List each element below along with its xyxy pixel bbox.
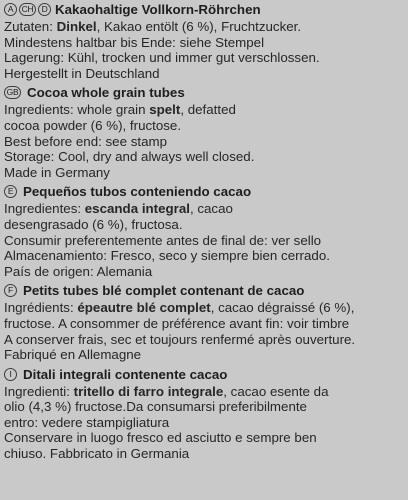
- country-code-badge: CH: [19, 3, 36, 16]
- line-text: , cacao: [189, 201, 233, 217]
- allergen-highlight: tritello di farro integrale: [73, 383, 224, 399]
- country-code-badge: A: [4, 3, 17, 16]
- label-line: [4, 35, 408, 51]
- line-text: entro: vedere stampigliatura: [4, 414, 170, 430]
- label-line: [4, 415, 408, 431]
- country-code-badge: I: [4, 368, 17, 381]
- section-heading: [4, 1, 408, 18]
- line-text: Conservare in luogo fresco ed asciutto e sempre ben: [4, 430, 317, 446]
- label-line: [4, 384, 408, 400]
- product-name: Kakaohaltige Vollkorn-Röhrchen: [55, 2, 261, 17]
- language-section: [4, 183, 408, 282]
- label-line: [4, 102, 408, 118]
- language-section: [4, 282, 408, 365]
- label-line: [4, 149, 408, 165]
- line-text: País de origen: Alemania: [4, 263, 153, 279]
- line-text: , cacao esente da: [223, 383, 329, 399]
- product-name: Pequeños tubos conteniendo cacao: [23, 184, 252, 200]
- country-code-badge: GB: [4, 86, 21, 99]
- label-line: [4, 118, 408, 134]
- label-line: [4, 332, 408, 348]
- language-section: [4, 1, 408, 84]
- label-line: [4, 264, 408, 280]
- line-text: desengrasado (6 %), fructosa.: [4, 216, 183, 232]
- language-section: [4, 84, 408, 183]
- allergen-highlight: épeautre blé complet: [77, 300, 211, 316]
- label-line: [4, 134, 408, 150]
- product-name: Cocoa whole grain tubes: [27, 85, 185, 101]
- line-text: olio (4,3 %) fructose.Da consumarsi preferibilmente: [4, 399, 307, 415]
- allergen-highlight: escanda integral: [84, 201, 190, 217]
- line-text: Almacenamiento: Fresco, seco y siempre bien cerrado.: [4, 248, 330, 264]
- section-heading: [4, 366, 408, 383]
- line-text: Fabriqué en Allemagne: [4, 347, 142, 363]
- line-text: , Kakao entölt (6 %), Fruchtzucker.: [96, 19, 302, 34]
- line-text: fructose. A consommer de préférence avant fin: voir timbre: [4, 315, 350, 331]
- line-text: Ingredienti:: [4, 383, 74, 399]
- label-line: [4, 347, 408, 363]
- section-heading: [4, 282, 408, 299]
- line-text: A conserver frais, sec et toujours renfermé après ouverture.: [4, 331, 356, 347]
- line-text: Zutaten:: [4, 19, 57, 34]
- label-line: [4, 248, 408, 264]
- allergen-highlight: spelt: [149, 102, 181, 118]
- section-heading: [4, 183, 408, 200]
- label-line: [4, 430, 408, 446]
- section-heading: [4, 84, 408, 101]
- label-line: [4, 201, 408, 217]
- line-text: Best before end: see stamp: [4, 133, 167, 149]
- label-line: [4, 446, 408, 462]
- line-text: Mindestens haltbar bis Ende: siehe Stempel: [4, 34, 265, 50]
- language-section: [4, 366, 408, 462]
- line-text: Hergestellt in Deutschland: [4, 65, 160, 81]
- line-text: cocoa powder (6 %), fructose.: [4, 117, 182, 133]
- label-line: [4, 165, 408, 181]
- line-text: , cacao dégraissé (6 %),: [210, 300, 355, 316]
- line-text: Made in Germany: [4, 164, 110, 180]
- product-name: Ditali integrali contenente cacao: [23, 366, 228, 382]
- line-text: Storage: Cool, dry and always well closed.: [4, 149, 255, 165]
- line-text: Ingrédients:: [4, 300, 78, 316]
- label-line: [4, 300, 408, 316]
- label-line: [4, 50, 408, 66]
- country-code-badge: D: [38, 3, 51, 16]
- country-code-badge: E: [4, 185, 17, 198]
- label-line: [4, 217, 408, 233]
- line-text: Ingredients: whole grain: [4, 102, 150, 118]
- line-text: , defatted: [180, 102, 236, 118]
- country-code-badge: F: [4, 284, 17, 297]
- label-line: [4, 316, 408, 332]
- product-name: Petits tubes blé complet contenant de cacao: [23, 283, 305, 299]
- allergen-highlight: Dinkel: [56, 19, 97, 34]
- label-line: [4, 233, 408, 249]
- label-line: [4, 399, 408, 415]
- line-text: Lagerung: Kühl, trocken und immer gut verschlossen.: [4, 50, 320, 66]
- line-text: Consumir preferentemente antes de final de: ver sello: [4, 232, 322, 248]
- line-text: Ingredientes:: [4, 201, 85, 217]
- line-text: chiuso. Fabbricato in Germania: [4, 446, 190, 462]
- label-line: [4, 19, 408, 35]
- label-line: [4, 66, 408, 82]
